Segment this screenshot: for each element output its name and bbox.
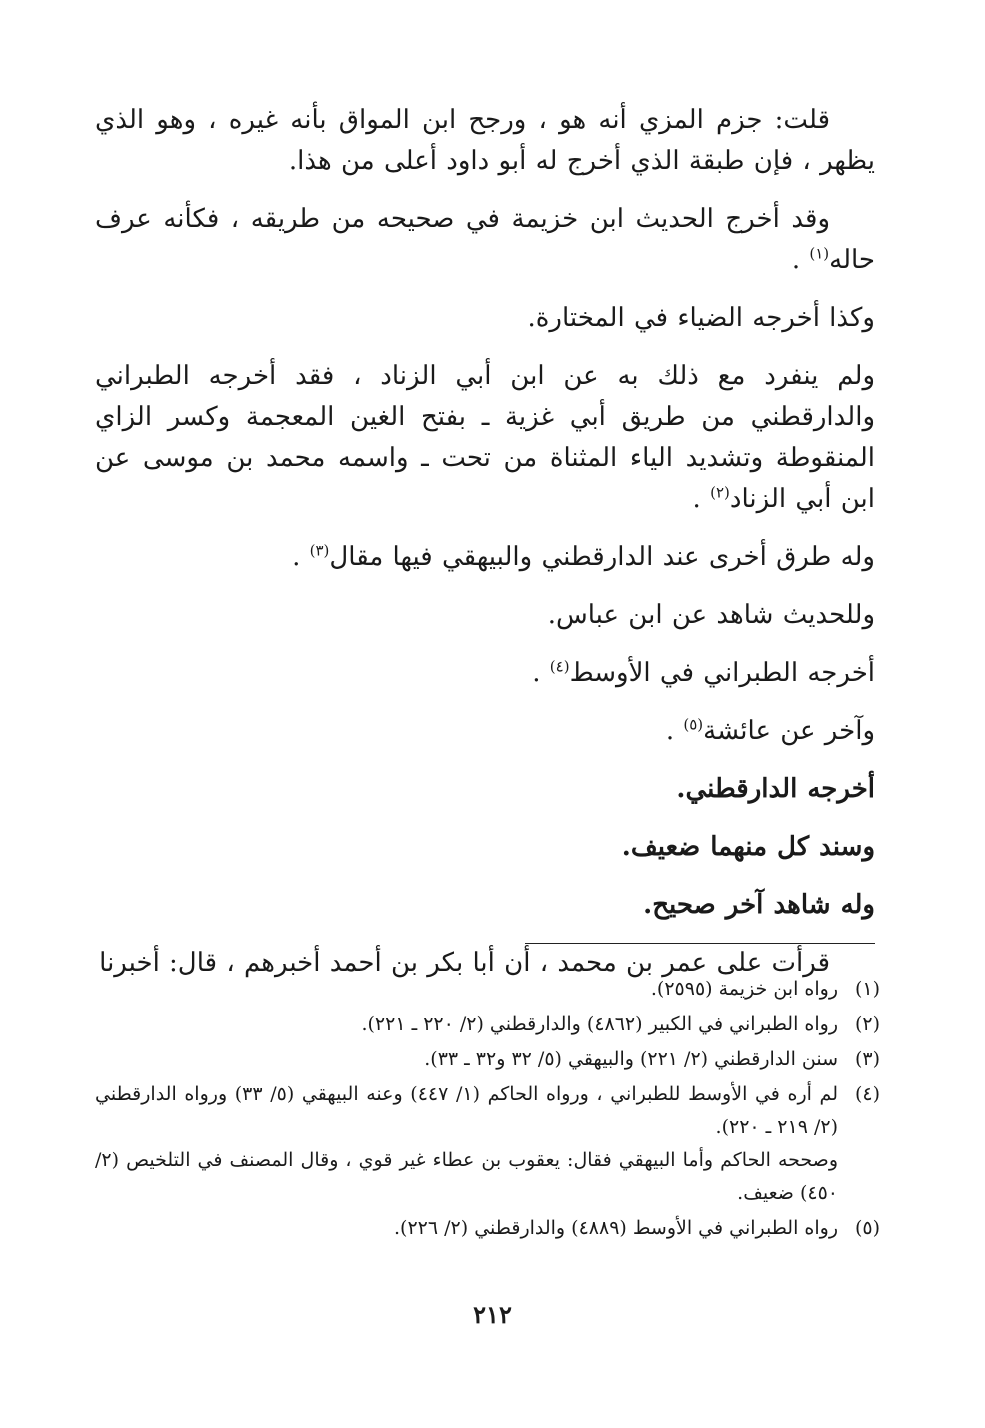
footnote [95,1078,880,1210]
paragraph: قرأت على عمر بن محمد ، أن أبا بكر بن أحمد أخبرهم ، قال: أخبرنا [99,948,830,978]
paragraph: وكذا أخرجه الضياء في المختارة. [527,303,875,333]
paragraph: ولم ينفرد مع ذلك به عن ابن أبي الزناد ، فقد أخرجه الطبراني والدارقطني من طريق أبي غزية ـ بفتح الغين المعجمة وكسر الزاي المنقوطة وتشديد الياء المثناة من تحت ـ واسمه محمد بن موسى عن ابن أبي الزناد$^{(٢)}$ . [95,361,875,514]
paragraph: وله طرق أخرى عند الدارقطني والبيهقي فيها مقال$^{(٣)}$ . [292,541,875,572]
footnote-text-continued: وصححه الحاكم وأما البيهقي فقال: يعقوب بن عطاء غير قوي ، وقال المصنف في التلخيص (٢/ ٤٥٠) ضعيف. [95,1149,838,1204]
paragraph: وله شاهد آخر صحيح. [643,890,875,920]
paragraph: وللحديث شاهد عن ابن عباس. [547,600,875,630]
footnote-separator [525,943,875,944]
paragraph: أخرجه الطبراني في الأوسط$^{(٤)}$ . [532,657,875,688]
paragraph: وسند كل منهما ضعيف. [621,832,875,862]
footnote-text: رواه ابن خزيمة (٢٥٩٥). [650,978,838,1000]
footnote-text: لم أره في الأوسط للطبراني ، ورواه الحاكم (١/ ٤٤٧) وعنه البيهقي (٥/ ٣٣) ورواه الدارقطني (٢/ ٢١٩ ـ ٢٢٠). [95,1083,838,1138]
footnotes [95,973,880,1247]
paragraph: وقد أخرج الحديث ابن خزيمة في صحيحه من طريقه ، فكأنه عرف حاله$^{(١)}$ . [95,204,875,275]
footnote [95,1008,880,1041]
footnote-ref: (٤) [549,657,570,676]
footnote-text: رواه الطبراني في الكبير (٤٨٦٢) والدارقطني (٢/ ٢٢٠ ـ ٢٢١). [361,1013,838,1035]
paragraph: أخرجه الدارقطني. [676,774,875,804]
footnote-text: سنن الدارقطني (٢/ ٢٢١) والبيهقي (٥/ ٣٢ و٣٢ ـ ٣٣). [424,1048,838,1070]
footnote-ref: (٥) [683,715,704,734]
main-text [95,100,875,1001]
footnote-number: (٢) [854,1013,880,1035]
footnote-ref: (٢) [710,483,730,502]
paragraph: قلت: جزم المزي أنه هو ، ورجح ابن المواق بأنه غيره ، وهو الذي يظهر ، فإن طبقة الذي أخرج له أبو داود أعلى من هذا. [95,105,875,176]
footnote-number: (٣) [854,1048,880,1070]
footnote [95,973,880,1006]
footnote-number: (٤) [854,1083,880,1105]
page-number: ٢١٢ [473,1300,512,1329]
footnote-ref: (٣) [309,541,330,560]
footnote-text: رواه الطبراني في الأوسط (٤٨٨٩) والدارقطني (٢/ ٢٢٦). [394,1217,838,1239]
footnote [95,1043,880,1076]
footnote [95,1212,880,1245]
paragraph: وآخر عن عائشة$^{(٥)}$ . [665,715,875,746]
footnote-number: (١) [854,978,880,1000]
footnote-ref: (١) [809,244,830,263]
footnote-number: (٥) [854,1217,880,1239]
